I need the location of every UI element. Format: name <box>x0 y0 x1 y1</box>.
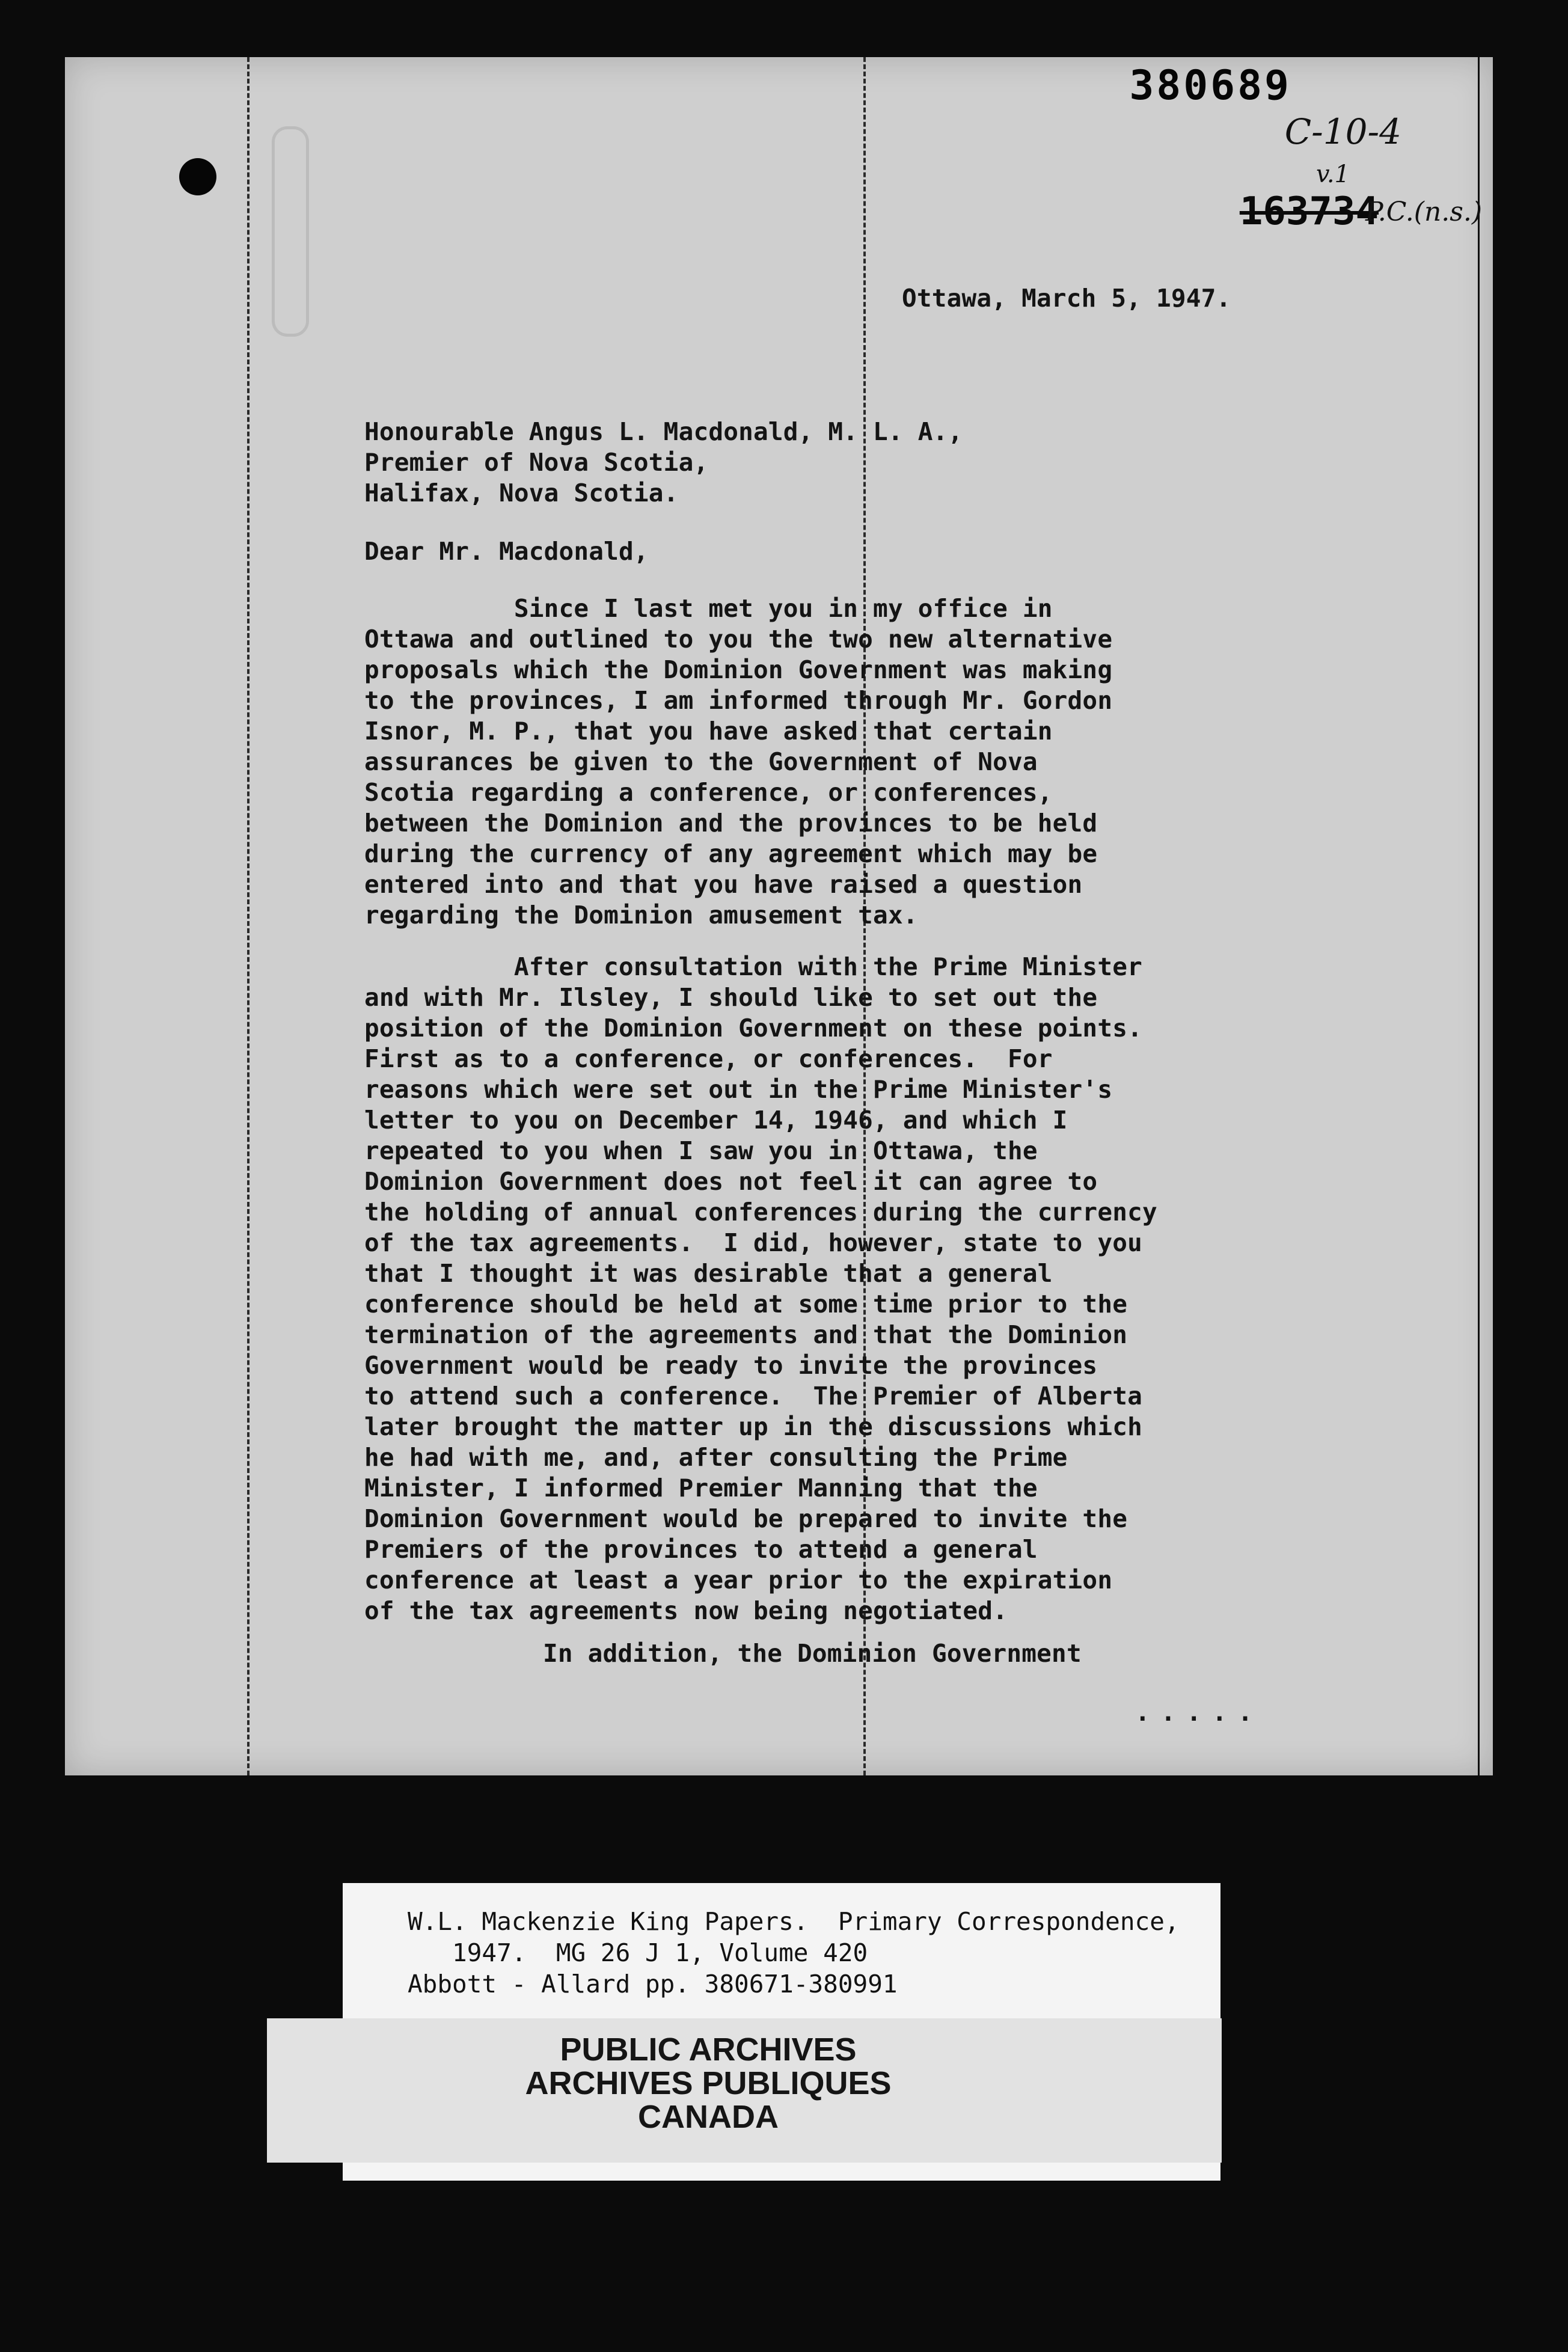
text-line: entered into and that you have raised a question <box>364 870 1083 899</box>
fold-line-left <box>247 57 250 1775</box>
continuation-mark: ..... <box>1135 1698 1264 1727</box>
text-line: conference should be held at some time prior to the <box>364 1290 1128 1318</box>
text-line: letter to you on December 14, 1946, and which I <box>364 1106 1068 1135</box>
text-line: conference at least a year prior to the expiration <box>364 1566 1113 1594</box>
text-line: repeated to you when I saw you in Ottawa, the <box>364 1136 1038 1165</box>
text-line: Dominion Government does not feel it can agree to <box>364 1167 1098 1196</box>
text-line: position of the Dominion Government on these points. <box>364 1014 1142 1043</box>
catalogue-text <box>408 1906 1180 2000</box>
text-line: that I thought it was desirable that a general <box>364 1259 1053 1288</box>
paper-clip-mark <box>272 126 309 337</box>
archives-line-country: CANADA <box>638 2099 779 2135</box>
text-line: the holding of annual conferences during the currency <box>364 1198 1157 1227</box>
catalogue-line: W.L. Mackenzie King Papers. Primary Correspondence, <box>408 1907 1180 1936</box>
address-line: Halifax, Nova Scotia. <box>364 479 679 507</box>
text-line: Scotia regarding a conference, or conferences, <box>364 778 1053 807</box>
punch-hole <box>179 158 216 195</box>
text-line: and with Mr. Ilsley, I should like to set out the <box>364 983 1098 1012</box>
recipient-address <box>364 417 963 509</box>
text-line: regarding the Dominion amusement tax. <box>364 901 918 929</box>
public-archives-stamp <box>267 2018 1222 2163</box>
text-line: Isnor, M. P., that you have asked that certain <box>364 717 1053 746</box>
archives-line-french: ARCHIVES PUBLIQUES <box>525 2065 892 2101</box>
text-line: reasons which were set out in the Prime Minister's <box>364 1075 1113 1104</box>
catalogue-line: Abbott - Allard pp. 380671-380991 <box>408 1970 898 1998</box>
text-line: later brought the matter up in the discussions which <box>364 1412 1142 1441</box>
text-line: Minister, I informed Premier Manning that the <box>364 1474 1038 1502</box>
text-line: of the tax agreements now being negotiated. <box>364 1596 1008 1625</box>
volume-note: v.1 <box>1315 161 1350 188</box>
text-line: of the tax agreements. I did, however, state to you <box>364 1228 1142 1257</box>
text-line: Since I last met you in my office in <box>364 594 1053 623</box>
text-line: Dominion Government would be prepared to invite the <box>364 1504 1128 1533</box>
text-line: After consultation with the Prime Minister <box>364 952 1142 981</box>
paragraph-3-start: In addition, the Dominion Government <box>543 1639 1082 1668</box>
salutation: Dear Mr. Macdonald, <box>364 537 649 566</box>
text-line: between the Dominion and the provinces to be held <box>364 809 1098 838</box>
file-reference-note: C-10-4 <box>1284 111 1401 152</box>
text-line: assurances be given to the Government of Nova <box>364 747 1038 776</box>
archives-line-english: PUBLIC ARCHIVES <box>560 2032 857 2068</box>
text-line: to the provinces, I am informed through Mr. Gordon <box>364 686 1113 715</box>
text-line: he had with me, and, after consulting the Prime <box>364 1443 1068 1472</box>
struck-out-number: 163734 <box>1239 189 1379 234</box>
letter-page <box>65 57 1493 1775</box>
catalogue-line: 1947. MG 26 J 1, Volume 420 <box>408 1938 868 1967</box>
paragraph-1 <box>364 593 1112 931</box>
text-line: proposals which the Dominion Government was making <box>364 655 1113 684</box>
page-edge-right <box>1478 57 1480 1775</box>
text-line: to attend such a conference. The Premier of Alberta <box>364 1382 1142 1410</box>
text-line: Ottawa and outlined to you the two new alternative <box>364 625 1113 654</box>
text-line: First as to a conference, or conferences. For <box>364 1044 1053 1073</box>
text-line: termination of the agreements and that the Dominion <box>364 1320 1128 1349</box>
text-line: Premiers of the provinces to attend a general <box>364 1535 1038 1564</box>
pc-note: P.C.(n.s.) <box>1365 197 1482 227</box>
archive-number-stamp: 380689 <box>1129 62 1291 109</box>
address-line: Honourable Angus L. Macdonald, M. L. A., <box>364 417 963 446</box>
paragraph-2 <box>364 952 1157 1626</box>
address-line: Premier of Nova Scotia, <box>364 448 709 477</box>
text-line: during the currency of any agreement which may be <box>364 839 1098 868</box>
date-line: Ottawa, March 5, 1947. <box>902 284 1231 313</box>
text-line: Government would be ready to invite the provinces <box>364 1351 1098 1380</box>
